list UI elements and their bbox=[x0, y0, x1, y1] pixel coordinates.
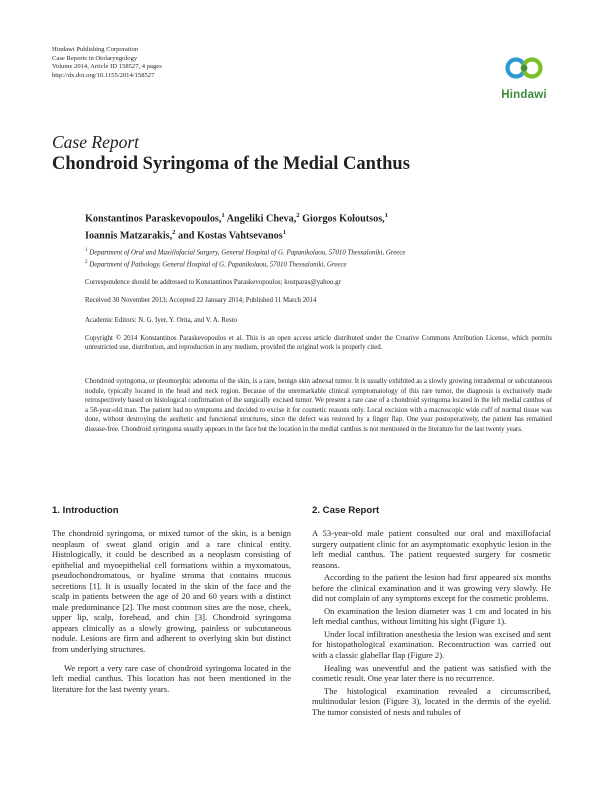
author-affiliation-marker: 1 bbox=[384, 212, 388, 219]
publisher-name: Hindawi Publishing Corporation bbox=[52, 46, 139, 53]
logo-text: Hindawi bbox=[501, 89, 547, 101]
author-name: Giorgos Koloutsos, bbox=[302, 213, 385, 225]
journal-info bbox=[52, 46, 552, 80]
column-right bbox=[312, 505, 551, 717]
correspondence: Correspondence should be addressed to Konstantinos Paraskevopoulos; kostparas@yahoo.gr bbox=[85, 279, 341, 286]
section-heading-introduction: 1. Introduction bbox=[52, 505, 119, 516]
intro-paragraph: The chondroid syringoma, or mixed tumor of the skin, is a benign neoplasm of sweat gland origin and a rare clinical entity. Histologically, it could be described as a neoplasm consisting of epithelial and myoepithelial cell formations within a myxomatous, pseudochondromatous, or hyaline stroma that contains mucous secretions [1]. It is usually located in the skin of the face and the scalp in patients between the age of 20 and 60 years with a distinct male predominance [2]. The most common sites are the nose, cheek, upper lip, scalp, forehead, and chin [3]. Chondroid syringoma appears clinically as a slowly growing, painless or subcutaneous nodule. Lesions are firm and adherent to overlying skin but distinct from underlying structures. bbox=[52, 528, 291, 655]
affiliations bbox=[85, 246, 552, 271]
affiliation-line bbox=[85, 246, 552, 258]
case-paragraph: Under local infiltration anesthesia the lesion was excised and sent for histopathological examination. Reconstruction was carried out with a classic glabellar flap (Figure 2). bbox=[312, 628, 551, 661]
author-name: Ioannis Matzarakis, bbox=[85, 230, 173, 242]
hindawi-logo-icon bbox=[502, 48, 546, 88]
article-title: Chondroid Syringoma of the Medial Canthus bbox=[52, 154, 410, 174]
author-affiliation-marker: 2 bbox=[172, 229, 176, 237]
author-list bbox=[85, 209, 552, 244]
affiliation-text: Department of Pathology, General Hospital of G. Papanikolaou, 57010 Thessaloniki, Greece bbox=[87, 261, 347, 269]
author-name: Angeliki Cheva, bbox=[226, 213, 297, 225]
author-name: Konstantinos Paraskevopoulos, bbox=[85, 213, 222, 225]
affiliation-marker: 1 bbox=[85, 248, 88, 253]
copyright-notice: Copyright © 2014 Konstantinos Paraskevopoulos et al. This is an open access article distributed under the Creative Commons Attribution License, which permits unrestricted use, distribution, and reproduction in any medium, provided the original work is properly cited. bbox=[85, 335, 552, 352]
affiliation-marker: 2 bbox=[85, 260, 88, 266]
journal-name: Case Reports in Otolaryngology bbox=[52, 54, 138, 62]
section-heading-case-report: 2. Case Report bbox=[312, 505, 380, 516]
author-affiliation-marker: 1 bbox=[221, 212, 225, 219]
page-header bbox=[52, 46, 552, 106]
author-name: and Kostas Vahtsevanos bbox=[177, 230, 283, 242]
author-affiliation-marker: 1 bbox=[282, 229, 286, 237]
hindawi-logo bbox=[496, 48, 552, 101]
case-paragraph: The histological examination revealed a circumscribed, multinodular lesion (Figure 3), located in the dermis of the eyelid. The tumor consisted of nests and tubules of bbox=[312, 685, 551, 717]
author-affiliation-marker: 2 bbox=[296, 212, 300, 219]
abstract: Chondroid syringoma, or pleomorphic adenoma of the skin, is a rare, benign skin adnexal tumor. It is usually exhibited as a slowly growing intradermal or subcutaneous nodule, typically located in the head and neck region. Because of the unremarkable clinical symptomatology of this rare tumor, the diagnosis is exclusively made retrospectively based on histological confirmation of the surgically excised tumor. We present a rare case of a chondroid syringoma located in the left medial canthus of a 58-year-old man. The patient had no symptoms and decided to excise it for cosmetic reasons only. Local excision with a macroscopic wide cuff of normal tissue was done, without destroying the aesthetic and functional structures, since the defect was restored by a finger flap. One year postoperatively, the patient has remained disease-free. Chondroid syringoma usually appears in the face but the location in the medial canthus is not mentioned in the literature for the last twenty years. bbox=[85, 378, 552, 433]
article-type: Case Report bbox=[52, 132, 140, 152]
volume-info: Volume 2014, Article ID 158527, 4 pages bbox=[52, 63, 162, 71]
column-left bbox=[52, 505, 291, 694]
case-paragraph: On examination the lesion diameter was 1 cm and located in his left medial canthus, without limiting his sight (Figure 1). bbox=[312, 605, 551, 627]
case-paragraph: Healing was uneventful and the patient was satisfied with the cosmetic result. One year later there is no recurrence. bbox=[312, 662, 551, 684]
case-paragraph: A 53-year-old male patient consulted our oral and maxillofacial surgery outpatient clinic for an asymptomatic exophytic lesion in the left medial canthus. The patient requested surgery for cosmetic reasons. bbox=[312, 528, 551, 570]
publication-dates: Received 30 November 2013; Accepted 22 January 2014; Published 11 March 2014 bbox=[85, 297, 317, 304]
doi-link[interactable]: http://dx.doi.org/10.1155/2014/158527 bbox=[52, 71, 155, 79]
affiliation-text: Department of Oral and Maxillofacial Surgery, General Hospital of G. Papanikolaou, 57010 Thessaloniki, Greece bbox=[87, 249, 406, 257]
academic-editors: Academic Editors: N. G. Iyer, Y. Orita, and V. A. Resto bbox=[85, 317, 237, 324]
intro-paragraph: We report a very rare case of chondroid syringoma located in the left medial canthus. This location has not been mentioned in the literature for the last twenty years. bbox=[52, 662, 291, 694]
case-paragraph: According to the patient the lesion had first appeared six months before the clinical examination and it was growing very slowly. He did not complain of any symptoms except for the cosmetic problems. bbox=[312, 572, 551, 604]
affiliation-line bbox=[85, 258, 552, 270]
